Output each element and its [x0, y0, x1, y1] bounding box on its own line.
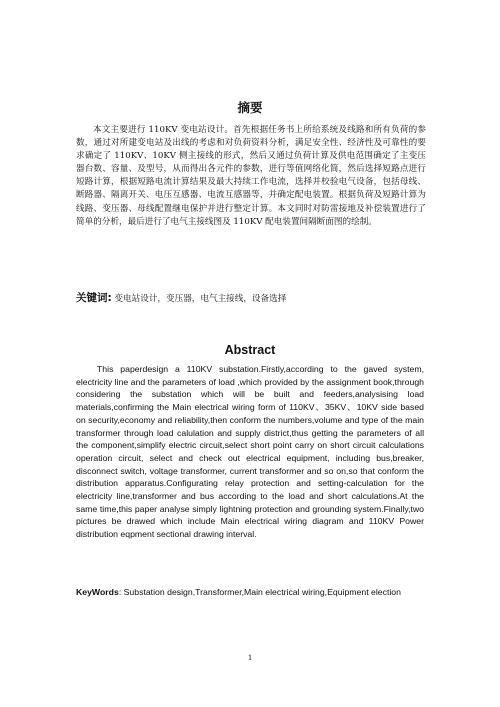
english-keywords-text: : Substation design,Transformer,Main electrical wiring,Equipment election: [118, 587, 401, 597]
english-abstract-title: Abstract: [224, 343, 276, 357]
chinese-keywords-text: 变电站设计，变压器，电气主接线，设备选择: [114, 294, 287, 304]
chinese-abstract-title: 摘要: [237, 100, 263, 115]
english-keywords: [76, 587, 436, 597]
chinese-keywords-label: 关键词:: [76, 292, 112, 304]
chinese-abstract-body: 本文主要进行 110KV 变电站设计。首先根据任务书上所给系统及线路和所有负荷的参数，通过对所建变电站及出线的考虑和对负荷资料分析，满足安全性、经济性及可靠性的要求确定了 110KV、10KV 侧主接线的形式，然后又通过负荷计算及供电范围确定了主变压器台数、容量、及型号，从而得出各元件的参数，进行等值网络化简，然后选择短路点进行短路计算，根据短路电流计算结果及最大持续工作电流，选择并校验电气设备，包括母线、断路器、隔离开关、电压互感器、电流互感器等，并确定配电装置。根据负荷及短路计算为线路、变压器、母线配置继电保护并进行整定计算。本文同时对防雷接地及补偿装置进行了简单的分析，最后进行了电气主接线图及 110KV 配电装置间隔断面图的绘制。: [76, 125, 426, 227]
page-number: 1: [247, 652, 253, 662]
chinese-keywords: [76, 290, 436, 305]
english-keywords-label: KeyWords: [76, 587, 119, 597]
english-abstract-body: This paperdesign a 110KV substation.Firstly,according to the gaved system, electricity line and the parameters of load ,which provided by the assignment book,through considering the substation which will be built and feeders,analysising load materials,confirming the Main electrical wiring form of 110KV、35KV、10KV side based on security,economy and reliability,then conform the numbers,volume and type of the main transformer through load calulation and supply district,thus getting the parameters of all the component,simplify electric circuit,select short point carry on short circuit calculations operation circuit, select and check out electrical equipment, including bus,breaker, disconnect switch, voltage transformer, current transformer and so on,so that conform the distribution apparatus.Configurating relay protection and setting-calculation for the electricity line,transformer and bus according to the load and short calculations.At the same time,this paper analyse simply lightning protection and grounding system.Finally,two pictures be drawed which include Main electrical wiring diagram and 110KV Power distribution eqpment sectional drawing interval.: [76, 364, 424, 540]
